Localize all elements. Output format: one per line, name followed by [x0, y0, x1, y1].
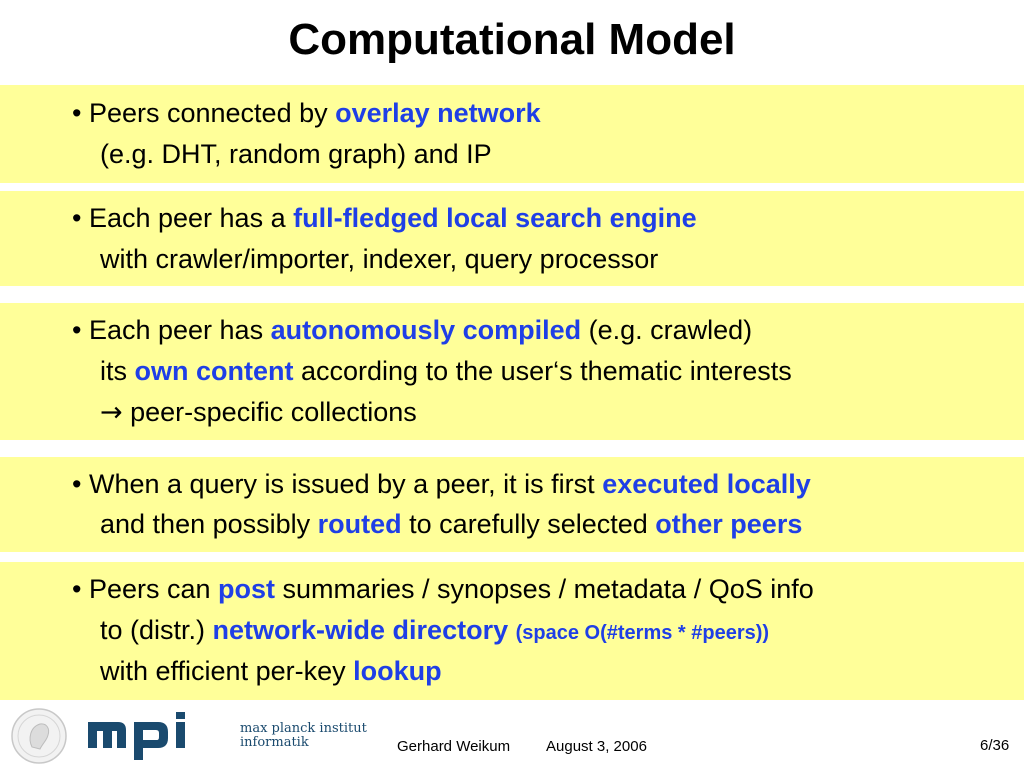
bullet-2-line-1: • Each peer has a full-fledged local search engine — [72, 203, 697, 233]
bullet-5-line-3: with efficient per-key lookup — [100, 656, 442, 686]
highlight-autonomously-compiled: autonomously compiled — [270, 315, 582, 345]
bullet-3-line-2: its own content according to the user‘s thematic interests — [100, 356, 792, 386]
highlight-other-peers: other peers — [655, 509, 803, 539]
minerva-seal-icon — [10, 707, 68, 765]
bullet-2-line-2: with crawler/importer, indexer, query processor — [100, 244, 659, 274]
bullet-5-line-2: to (distr.) network-wide directory (space O(#terms * #peers)) — [100, 615, 770, 645]
logo-line-2: informatik — [240, 735, 309, 750]
bullet-1-line-1: • Peers connected by overlay network — [72, 98, 541, 128]
bullet-4-line-2: and then possibly routed to carefully selected other peers — [100, 509, 803, 539]
bullet-1-line-2: (e.g. DHT, random graph) and IP — [100, 139, 492, 169]
highlight-space-complexity: (space O(#terms * #peers)) — [515, 622, 770, 644]
highlight-routed: routed — [317, 509, 402, 539]
footer-author: Gerhard Weikum — [397, 738, 511, 755]
highlight-network-wide-directory: network-wide directory — [212, 615, 509, 645]
bullet-4-line-1: • When a query is issued by a peer, it is first executed locally — [72, 469, 811, 499]
bullet-5-line-1: • Peers can post summaries / synopses / metadata / QoS info — [72, 574, 814, 604]
logo-line-1: max planck institut — [240, 721, 367, 736]
right-arrow-icon: → — [100, 397, 123, 428]
highlight-own-content: own content — [134, 356, 294, 386]
footer-date: August 3, 2006 — [546, 738, 647, 755]
highlight-executed-locally: executed locally — [602, 469, 811, 499]
bullet-3-line-3: → peer-specific collections — [100, 397, 417, 428]
page-number: 6/36 — [980, 737, 1010, 754]
highlight-post: post — [218, 574, 276, 604]
slide-title: Computational Model — [288, 15, 736, 64]
bullet-3-line-1: • Each peer has autonomously compiled (e.g. crawled) — [72, 315, 753, 345]
mpi-logo-icon — [88, 712, 228, 762]
highlight-search-engine: full-fledged local search engine — [293, 203, 697, 233]
highlight-overlay-network: overlay network — [335, 98, 541, 128]
highlight-lookup: lookup — [353, 656, 442, 686]
